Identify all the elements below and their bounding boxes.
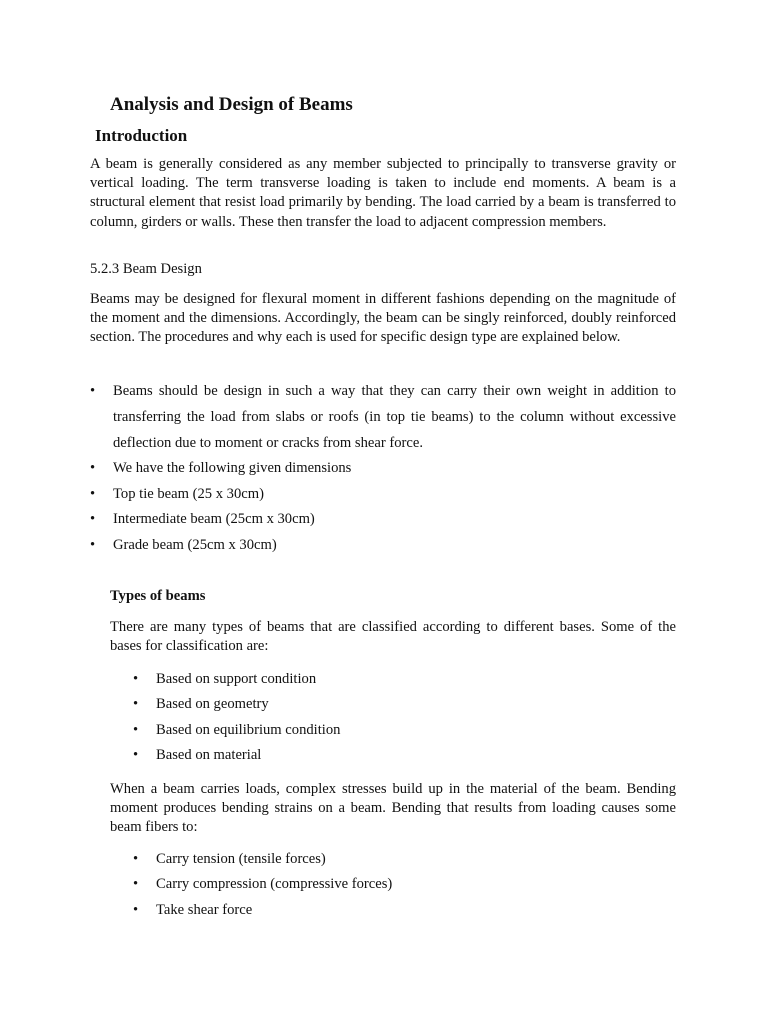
fiber-bullet-list (133, 847, 676, 923)
list-item-text: Based on support condition (156, 671, 317, 687)
bullet-icon: • (90, 460, 96, 476)
bullet-icon: • (133, 851, 139, 867)
list-item (133, 667, 676, 692)
list-item (133, 872, 676, 897)
list-item-text: We have the following given dimensions (113, 460, 352, 476)
list-item (90, 482, 676, 508)
introduction-heading: Introduction (95, 126, 188, 145)
list-item-text: Based on equilibrium condition (156, 721, 341, 738)
list-item-text: Intermediate beam (25cm x 30cm) (113, 511, 315, 528)
list-item (133, 898, 676, 923)
bullet-icon: • (90, 485, 96, 502)
list-item-text: Top tie beam (25 x 30cm) (113, 485, 264, 502)
bullet-icon: • (90, 511, 96, 528)
types-paragraph: There are many types of beams that are classified according to different bases. Some of the bases for classification are: (110, 619, 676, 655)
beam-design-paragraph: Beams may be designed for flexural moment in different fashions depending on the magnitude of the moment and the dimensions. Accordingly, the beam can be singly reinforced, doubly reinforced section. The procedures and why each is used for specific design type are explained below. (90, 291, 676, 346)
list-item-text: Beams should be design in such a way that they can carry their own weight in addition to transferring the load from slabs or roofs (in top tie beams) to the column without excessive deflection due to moment or cracks from shear force. (113, 383, 676, 451)
list-item (133, 847, 676, 872)
bullet-icon: • (90, 536, 96, 553)
classification-bullet-list (133, 667, 676, 769)
list-item (90, 456, 676, 482)
list-item (90, 507, 676, 533)
introduction-paragraph: A beam is generally considered as any member subjected to principally to transverse gravity or vertical loading. The term transverse loading is taken to include end moments. A beam is a structural element that resist load primarily by bending. The load carried by a beam is transferred to column, girders or walls. These then transfer the load to adjacent compression members. (90, 156, 676, 230)
bullet-icon: • (133, 696, 139, 713)
list-item-text: Based on geometry (156, 696, 269, 713)
list-item (90, 533, 676, 559)
list-item (133, 743, 676, 768)
design-bullet-list (90, 378, 676, 558)
list-item (133, 692, 676, 717)
section-heading-beam-design: 5.2.3 Beam Design (90, 261, 202, 277)
types-of-beams-heading: Types of beams (110, 588, 206, 604)
bullet-icon: • (133, 671, 139, 687)
bullet-icon: • (90, 383, 96, 399)
list-item-text: Take shear force (156, 901, 253, 918)
bullet-icon: • (133, 747, 139, 764)
loads-paragraph: When a beam carries loads, complex stresses build up in the material of the beam. Bending moment produces bending strains on a beam. Bending that results from loading causes some beam fibers to: (110, 781, 676, 836)
bullet-icon: • (133, 901, 139, 918)
list-item (90, 378, 676, 456)
list-item-text: Carry tension (tensile forces) (156, 851, 326, 867)
document-title: Analysis and Design of Beams (110, 94, 353, 115)
bullet-icon: • (133, 721, 139, 738)
bullet-icon: • (133, 876, 139, 893)
list-item-text: Grade beam (25cm x 30cm) (113, 536, 277, 553)
list-item-text: Carry compression (compressive forces) (156, 876, 393, 893)
list-item-text: Based on material (156, 747, 262, 764)
list-item (133, 718, 676, 743)
